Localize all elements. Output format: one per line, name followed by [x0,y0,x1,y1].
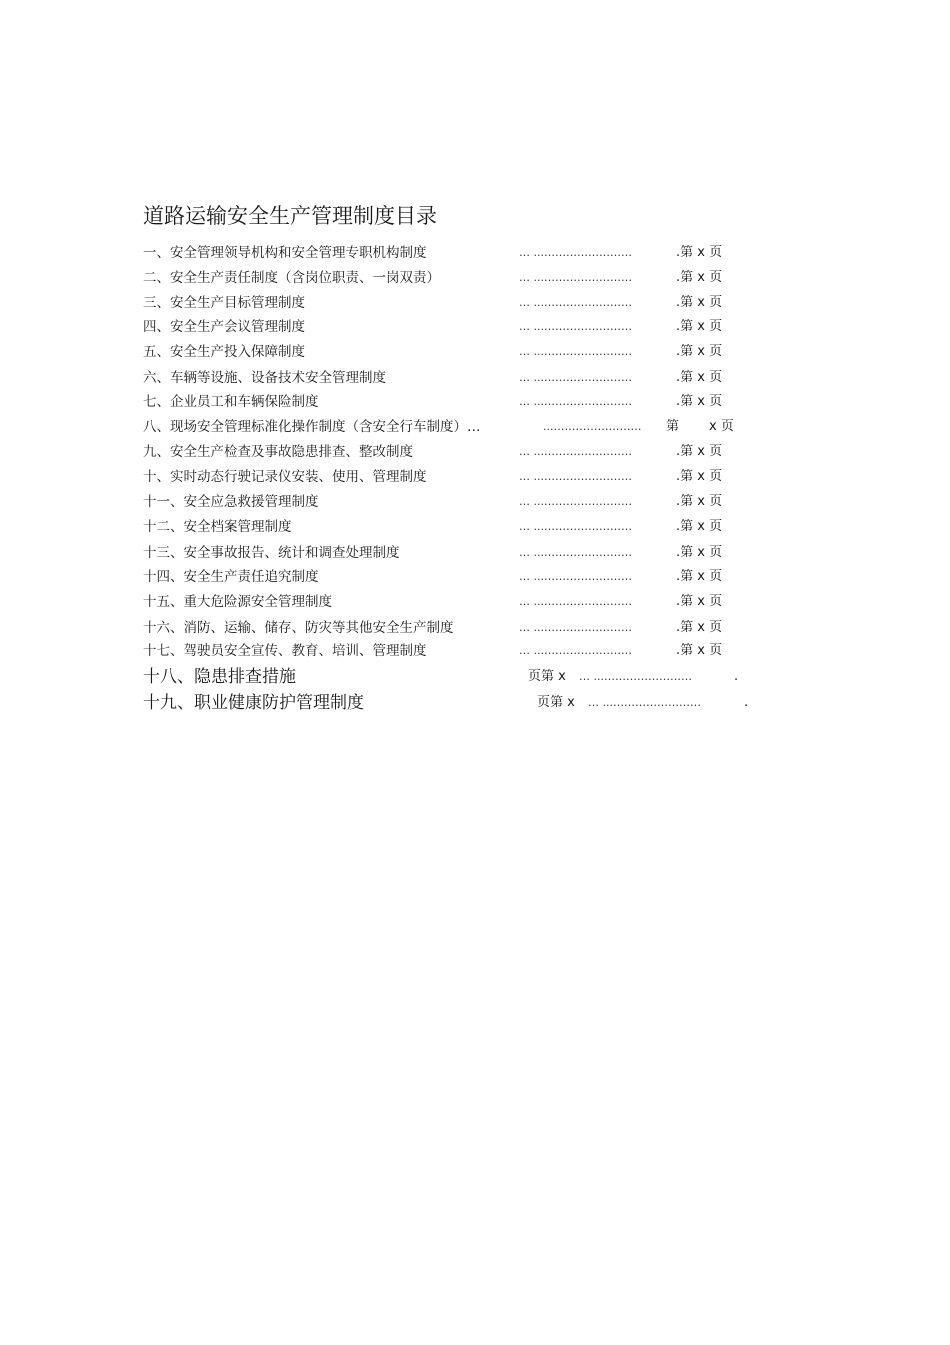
toc-entry [0,566,950,588]
toc-entry-label: 三、安全生产目标管理制度 [143,295,305,311]
toc-entry-page-suffix: x 页 [709,419,734,434]
toc-entry-leader: … ...…………………… [519,595,632,608]
toc-entry-label: 十七、驾驶员安全宣传、教育、培训、管理制度 [143,643,427,659]
toc-entry-label: 四、安全生产会议管理制度 [143,319,305,335]
toc-entry-label: 五、安全生产投入保障制度 [143,344,305,360]
toc-entry [0,341,950,363]
toc-entry-page: .第 x 页 [676,469,723,484]
toc-entry-leader: ...…………………… [543,420,642,433]
toc-entry-label: 六、车辆等设施、设备技术安全管理制度 [143,370,386,386]
toc-entry-page: 页第 x [528,669,566,684]
toc-entry-label: 十四、安全生产责任追究制度 [143,569,319,585]
toc-entry-label: 八、现场安全管理标准化操作制度（含安全行车制度）… [143,419,481,435]
toc-entry [0,416,950,438]
toc-entry-page [666,416,734,438]
toc-entry [0,542,950,564]
toc-entry-leader: … ...…………………… [519,271,632,284]
toc-entry-leader: … ...…………………… [519,470,632,483]
toc-entry-leader: … ...…………………… [519,296,632,309]
toc-entry-leader: … ...…………………… [519,371,632,384]
toc-entry-label: 十三、安全事故报告、统计和调查处理制度 [143,545,400,561]
toc-entry-label: 十六、消防、运输、储存、防灾等其他安全生产制度 [143,620,454,636]
toc-entry-page: .第 x 页 [676,319,723,334]
toc-entry-page: .第 x 页 [676,545,723,560]
toc-entry-leader: … ...…………………… [519,395,632,408]
toc-entry-page: .第 x 页 [676,370,723,385]
toc-entry [0,640,950,662]
toc-entry-label: 十二、安全档案管理制度 [143,519,292,535]
toc-entry-page: 页第 x [537,695,575,710]
toc-entry-leader: … ...…………………… [519,495,632,508]
toc-entry-leader: … ...…………………… [519,320,632,333]
toc-entry-leader: … ...…………………… [519,570,632,583]
toc-entry-leader: … ...…………………… [519,246,632,259]
toc-entry-label: 十九、职业健康防护管理制度 [143,693,364,713]
toc-entry [0,690,950,716]
toc-entry-page: .第 x 页 [676,594,723,609]
toc-entry-page: .第 x 页 [676,494,723,509]
toc-entry-leader: … ...…………………… [519,345,632,358]
toc-entry [0,591,950,613]
toc-entry [0,316,950,338]
toc-entry [0,292,950,314]
toc-entry-page: .第 x 页 [676,270,723,285]
toc-entry-leader: … ...…………………… [519,621,632,634]
toc-entry-page: .第 x 页 [676,519,723,534]
toc-entry-label: 九、安全生产检查及事故隐患排查、整改制度 [143,444,413,460]
toc-entry-label: 十一、安全应急救援管理制度 [143,494,319,510]
toc-entry [0,242,950,264]
toc-entry-leader: … ...…………………… [588,696,701,709]
toc-entry [0,441,950,463]
toc-entry-page: .第 x 页 [676,344,723,359]
toc-entry [0,267,950,289]
toc-entry-leader: … ...…………………… [519,644,632,657]
toc-entry-leader: … ...…………………… [519,520,632,533]
toc-entry-page: .第 x 页 [676,620,723,635]
toc-entry-page: .第 x 页 [676,394,723,409]
toc-entry-leader: … ...…………………… [579,670,692,683]
toc-entry-tail: . [744,695,749,710]
toc-entry-page: .第 x 页 [676,444,723,459]
toc-entry-label: 七、企业员工和车辆保险制度 [143,394,319,410]
toc-entry-page-prefix: 第 [666,419,680,434]
toc-entry-leader: … ...…………………… [519,546,632,559]
toc-entry [0,491,950,513]
toc-entry [0,391,950,413]
toc-entry-page: .第 x 页 [676,245,723,260]
toc-entry-leader: … ...…………………… [519,445,632,458]
document-title: 道路运输安全生产管理制度目录 [143,204,437,228]
toc-entry-label: 二、安全生产责任制度（含岗位职责、一岗双责） [143,270,440,286]
toc-entry-label: 一、安全管理领导机构和安全管理专职机构制度 [143,245,427,261]
toc-entry [0,516,950,538]
toc-entry-page: .第 x 页 [676,569,723,584]
toc-entry-page: .第 x 页 [676,295,723,310]
toc-entry [0,367,950,389]
toc-entry-label: 十五、重大危险源安全管理制度 [143,594,332,610]
toc-entry [0,664,950,690]
toc-entry [0,617,950,639]
toc-entry [0,466,950,488]
toc-entry-tail: . [734,669,739,684]
toc-entry-label: 十、实时动态行驶记录仪安装、使用、管理制度 [143,469,427,485]
toc-entry-label: 十八、隐患排查措施 [143,667,296,687]
toc-entry-page: .第 x 页 [676,643,723,658]
